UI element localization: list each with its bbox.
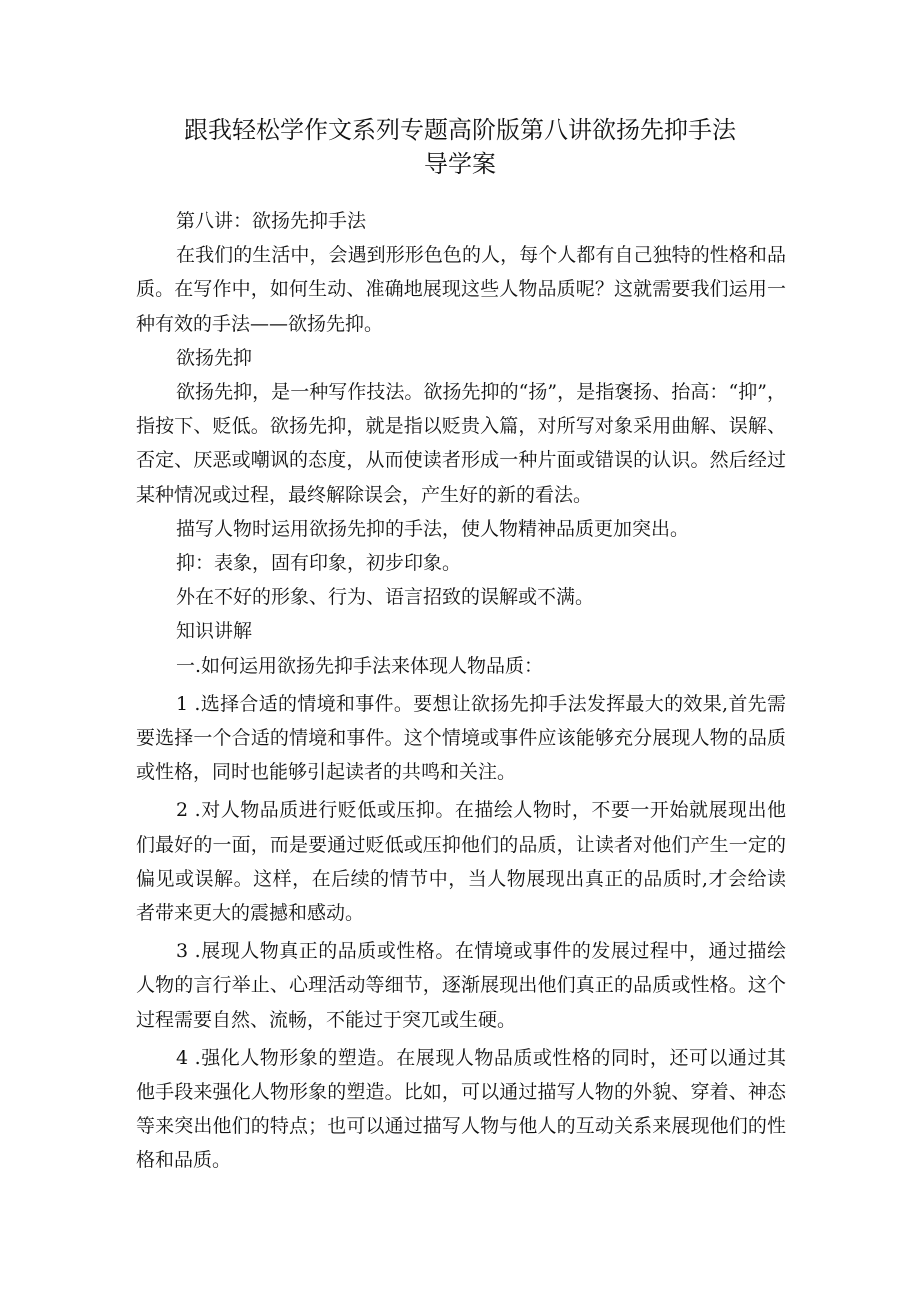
list-item: 2 .对人物品质进行贬低或压抑。在描绘人物时，不要一开始就展现出他们最好的一面，而是要通过贬低或压抑他们的品质，让读者对他们产生一定的偏见或误解。这样，在后续的情节中，当人物展现出真正的品质时,才会给读者带来更大的震撼和感动。	[136, 799, 786, 925]
paragraph: 外在不好的形象、行为、语言招致的误解或不满。	[176, 586, 595, 609]
list-item: 1 .选择合适的情境和事件。要想让欲扬先抑手法发挥最大的效果,首先需要选择一个合适的情境和事件。这个情境或事件应该能够充分展现人物的品质或性格，同时也能够引起读者的共鸣和关注。	[136, 692, 786, 784]
list-item: 3 .展现人物真正的品质或性格。在情境或事件的发展过程中，通过描绘人物的言行举止、心理活动等细节，逐渐展现出他们真正的品质或性格。这个过程需要自然、流畅，不能过于突兀或生硬。	[136, 940, 786, 1031]
list-heading: 一.如何运用欲扬先抑手法来体现人物品质：	[176, 654, 544, 677]
paragraph: 描写人物时运用欲扬先抑的手法，使人物精神品质更加突出。	[176, 517, 690, 540]
paragraph: 抑：表象，固有印象，初步印象。	[176, 552, 462, 575]
paragraph-intro: 在我们的生活中，会遇到形形色色的人，每个人都有自己独特的性格和品质。在写作中，如何生动、准确地展现这些人物品质呢？这就需要我们运用一种有效的手法——欲扬先抑。	[136, 244, 786, 335]
document-title: 跟我轻松学作文系列专题高阶版第八讲欲扬先抑手法	[184, 116, 736, 144]
document-body	[136, 204, 786, 1178]
section-heading: 欲扬先抑	[176, 346, 253, 369]
list-item: 4 .强化人物形象的塑造。在展现人物品质或性格的同时，还可以通过其他手段来强化人物形象的塑造。比如，可以通过描写人物的外貌、穿着、神态等来突出他们的特点；也可以通过描写人物与他人的互动关系来展现他们的性格和品质。	[136, 1046, 786, 1172]
section-heading: 知识讲解	[176, 620, 253, 643]
section-heading: 第八讲：欲扬先抑手法	[176, 210, 367, 232]
paragraph-definition: 欲扬先抑，是一种写作技法。欲扬先抑的“扬”，是指褒扬、抬高：“抑”，指按下、贬低。欲扬先抑，就是指以贬贵入篇，对所写对象采用曲解、误解、否定、厌恶或嘲讽的态度，从而使读者形成一种片面或错误的认识。然后经过某种情况或过程，最终解除误会，产生好的新的看法。	[136, 381, 786, 506]
document-title-line2: 导学案	[424, 150, 496, 178]
